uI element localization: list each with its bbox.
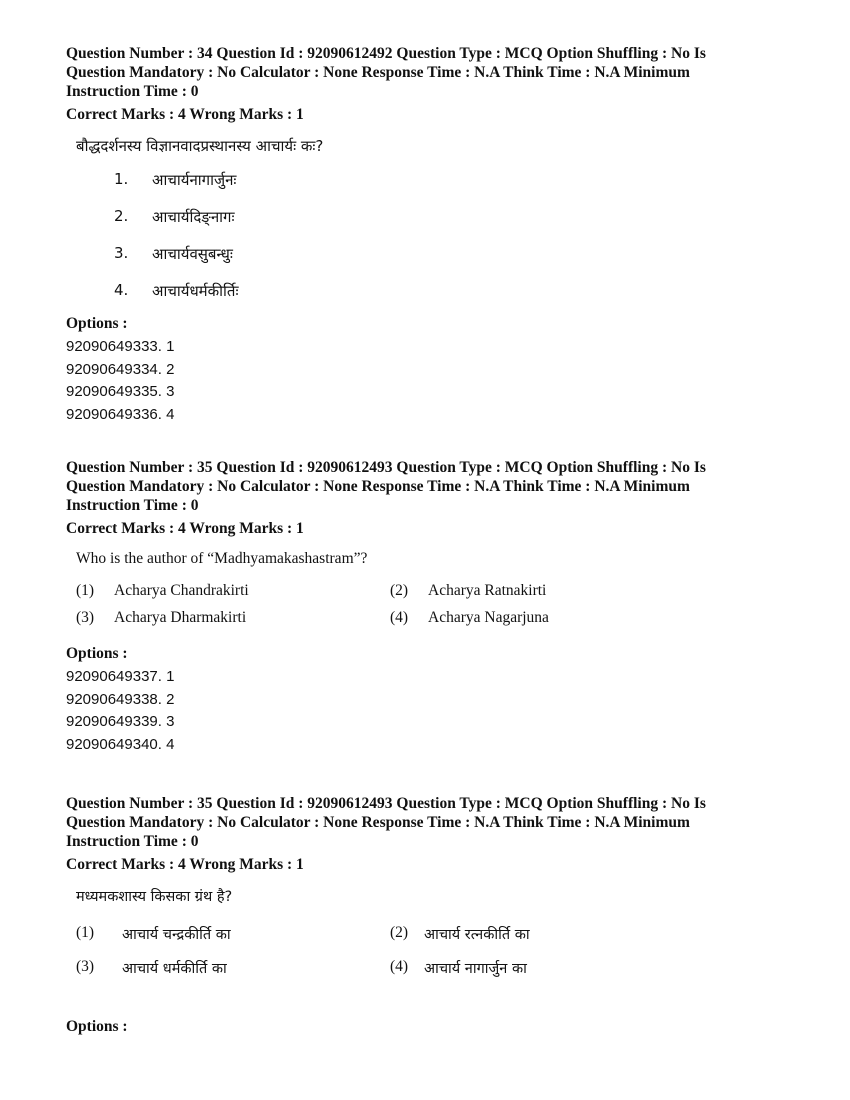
marks-line: Correct Marks : 4 Wrong Marks : 1 [66, 856, 304, 873]
option-id: 92090649336. 4 [66, 405, 175, 423]
option-item [114, 281, 786, 318]
question-meta-line: Question Mandatory : No Calculator : None Response Time : N.A Think Time : N.A Minimum [66, 478, 690, 495]
option-item [114, 244, 786, 281]
option-id: 92090649334. 2 [66, 360, 175, 378]
option-id: 92090649338. 2 [66, 690, 175, 708]
option-number: 2. [114, 207, 129, 225]
option-id: 92090649337. 1 [66, 668, 175, 685]
question-meta-line: Question Mandatory : No Calculator : None Response Time : N.A Think Time : N.A Minimum [66, 64, 690, 81]
option-item [76, 924, 390, 944]
option-item [114, 207, 786, 244]
option-text: आचार्य नागार्जुन का [424, 961, 527, 977]
option-text: आचार्यनागार्जुनः [152, 171, 237, 189]
option-item [76, 582, 390, 600]
option-number: (3) [76, 958, 95, 975]
options-heading: Options : [66, 315, 128, 332]
option-id-list [66, 666, 786, 756]
option-text: Acharya Dharmakirti [114, 609, 247, 626]
option-list [114, 170, 786, 318]
option-number: 3. [114, 244, 129, 262]
option-item [390, 582, 710, 600]
question-meta-line: Instruction Time : 0 [66, 83, 199, 100]
question-meta-line: Question Mandatory : No Calculator : None Response Time : N.A Think Time : N.A Minimum [66, 814, 690, 831]
option-text: आचार्य चन्द्रकीर्ति का [122, 927, 231, 943]
option-text: आचार्य धर्मकीर्ति का [122, 961, 227, 977]
marks-line: Correct Marks : 4 Wrong Marks : 1 [66, 520, 304, 537]
option-text: आचार्यवसुबन्धुः [152, 245, 233, 263]
question-block-35-english [66, 458, 786, 756]
option-number: (1) [76, 582, 95, 599]
question-block-34 [66, 44, 786, 426]
option-number: (2) [390, 582, 409, 599]
option-id: 92090649339. 3 [66, 713, 175, 730]
options-heading: Options : [66, 1018, 128, 1035]
option-item [390, 924, 710, 944]
question-meta-line: Instruction Time : 0 [66, 833, 199, 850]
question-meta-line: Question Number : 35 Question Id : 92090612493 Question Type : MCQ Option Shuffling : No Is [66, 795, 706, 812]
option-text: आचार्यदिङ्नागः [152, 208, 235, 226]
question-meta-line: Instruction Time : 0 [66, 497, 199, 514]
marks-line: Correct Marks : 4 Wrong Marks : 1 [66, 106, 304, 123]
options-heading: Options : [66, 645, 128, 662]
question-block-35-hindi [66, 794, 786, 1036]
option-number: (2) [390, 924, 409, 941]
option-text: Acharya Nagarjuna [428, 609, 549, 626]
question-meta-line: Question Number : 35 Question Id : 92090612493 Question Type : MCQ Option Shuffling : No Is [66, 459, 706, 476]
option-number: (4) [390, 609, 409, 626]
option-number: (3) [76, 609, 95, 626]
option-grid [76, 582, 786, 627]
option-text: आचार्यधर्मकीर्तिः [152, 282, 239, 300]
option-item [390, 958, 710, 978]
option-item [390, 609, 710, 627]
option-item [114, 170, 786, 207]
option-grid [76, 924, 786, 978]
option-item [76, 958, 390, 978]
option-number: (4) [390, 958, 409, 975]
option-text: Acharya Chandrakirti [114, 582, 249, 599]
question-stem: मध्यमकशास्य किसका ग्रंथ है? [76, 889, 233, 905]
option-number: (1) [76, 924, 95, 941]
option-number: 4. [114, 281, 129, 299]
option-id: 92090649340. 4 [66, 735, 175, 753]
question-stem: Who is the author of “Madhyamakashastram”? [76, 550, 368, 567]
option-text: Acharya Ratnakirti [428, 582, 547, 599]
question-meta-line: Question Number : 34 Question Id : 92090612492 Question Type : MCQ Option Shuffling : No Is [66, 45, 706, 62]
option-id-list [66, 336, 786, 426]
option-item [76, 609, 390, 627]
option-text: आचार्य रत्नकीर्ति का [424, 927, 530, 943]
question-stem: बौद्धदर्शनस्य विज्ञानवादप्रस्थानस्य आचार्यः कः? [76, 137, 324, 155]
option-id: 92090649335. 3 [66, 383, 175, 400]
option-number: 1. [114, 170, 129, 188]
option-id: 92090649333. 1 [66, 338, 175, 355]
